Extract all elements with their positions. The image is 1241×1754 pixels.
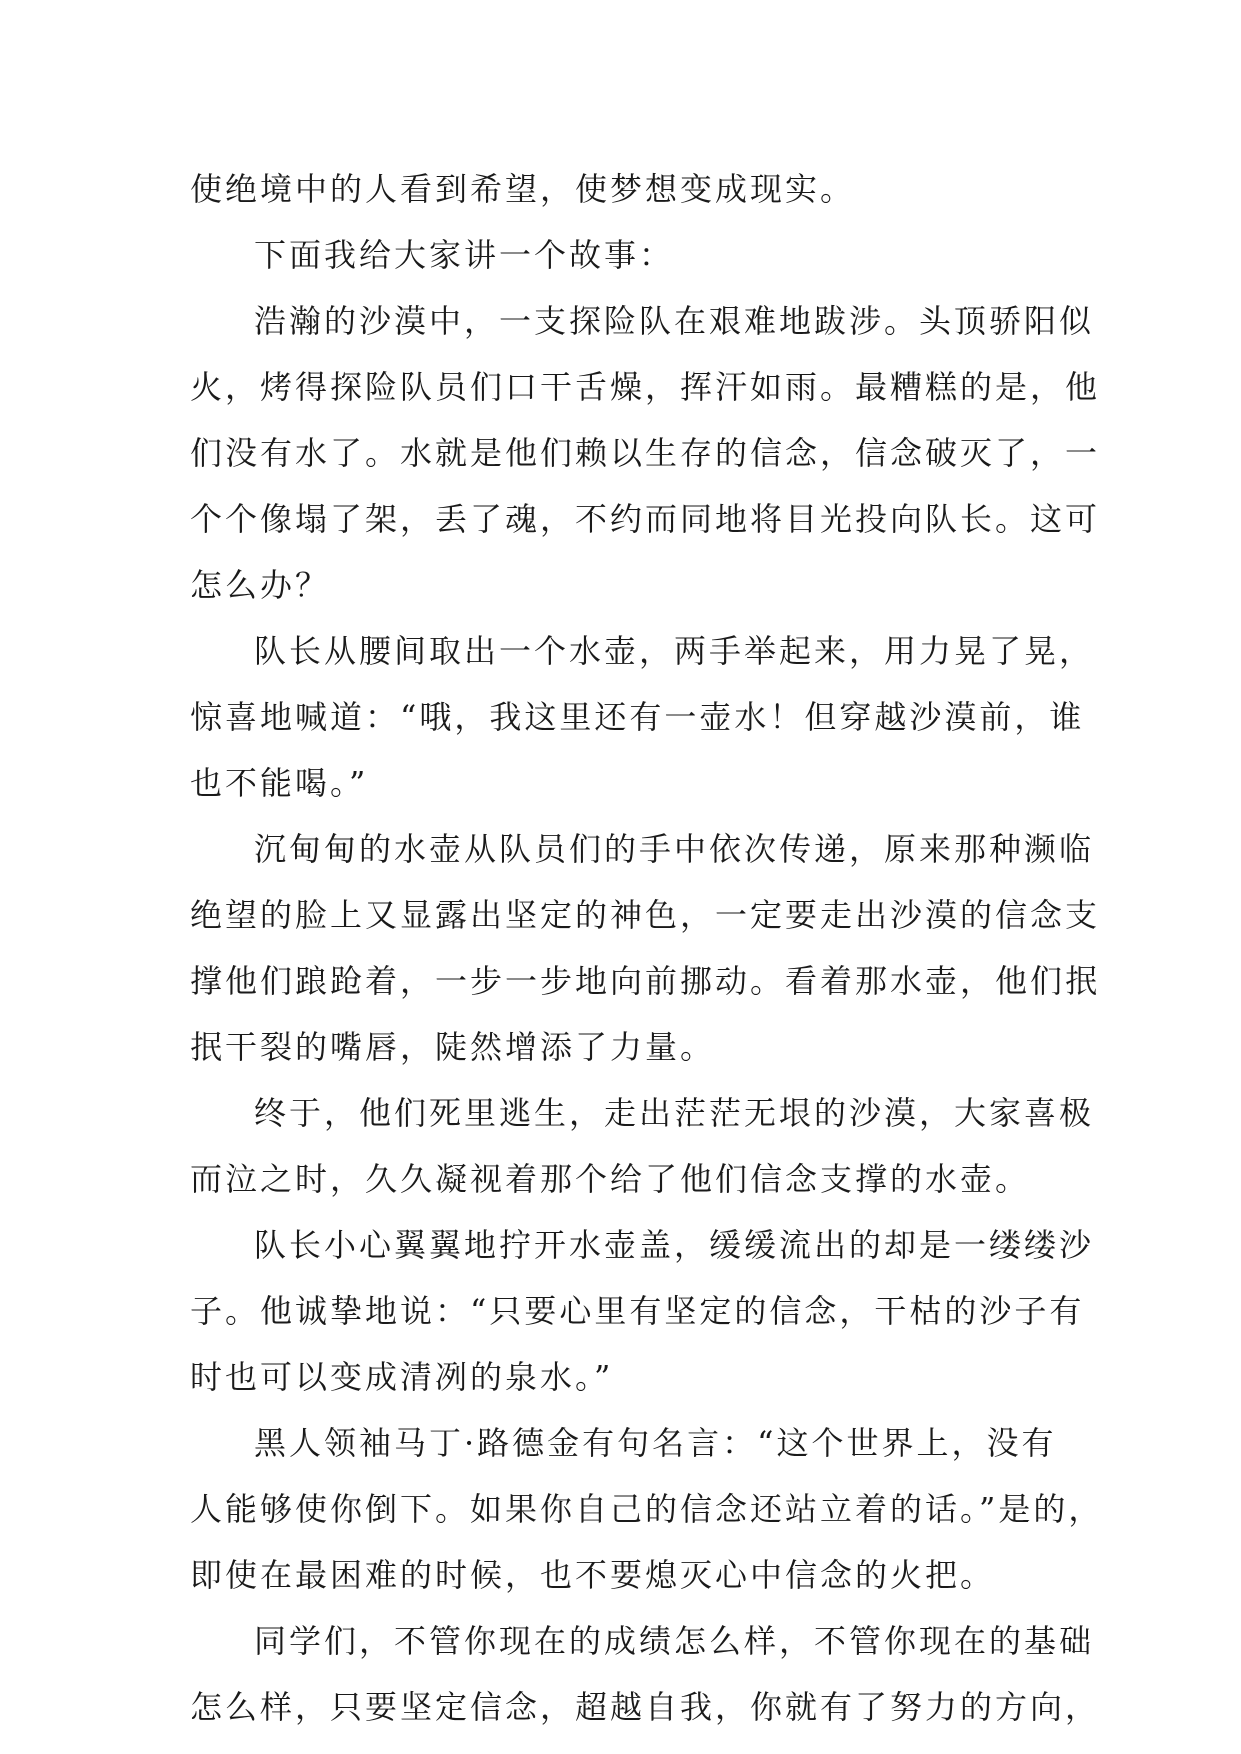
text-line: 时也可以变成清冽的泉水。” bbox=[190, 1358, 614, 1396]
text-line: 怎么办？ bbox=[190, 566, 331, 604]
text-line: 浩瀚的沙漠中，一支探险队在艰难地跋涉。头顶骄阳似 bbox=[254, 302, 1095, 340]
text-line: 而泣之时，久久凝视着那个给了他们信念支撑的水壶。 bbox=[190, 1160, 1031, 1198]
text-line: 怎么样，只要坚定信念，超越自我，你就有了努力的方向， bbox=[190, 1688, 1101, 1726]
text-line: 终于，他们死里逃生，走出茫茫无垠的沙漠，大家喜极 bbox=[254, 1094, 1095, 1132]
text-line: 抿干裂的嘴唇，陡然增添了力量。 bbox=[190, 1028, 716, 1066]
text-line: 队长小心翼翼地拧开水壶盖，缓缓流出的却是一缕缕沙 bbox=[254, 1226, 1095, 1264]
text-line: 火，烤得探险队员们口干舌燥，挥汗如雨。最糟糕的是，他 bbox=[190, 368, 1101, 406]
text-line: 队长从腰间取出一个水壶，两手举起来，用力晃了晃， bbox=[254, 632, 1095, 670]
text-line: 撑他们踉跄着，一步一步地向前挪动。看着那水壶，他们抿 bbox=[190, 962, 1101, 1000]
text-line: 同学们，不管你现在的成绩怎么样，不管你现在的基础 bbox=[254, 1622, 1095, 1660]
text-line: 下面我给大家讲一个故事： bbox=[254, 236, 675, 274]
text-line: 们没有水了。水就是他们赖以生存的信念，信念破灭了，一 bbox=[190, 434, 1101, 472]
text-line: 个个像塌了架，丢了魂，不约而同地将目光投向队长。这可 bbox=[190, 500, 1101, 538]
body-text bbox=[190, 156, 1104, 1740]
text-line: 人能够使你倒下。如果你自己的信念还站立着的话。”是的， bbox=[190, 1490, 1104, 1528]
text-line: 即使在最困难的时候，也不要熄灭心中信念的火把。 bbox=[190, 1556, 996, 1594]
text-line: 子。他诚挚地说：“只要心里有坚定的信念，干枯的沙子有 bbox=[190, 1292, 1085, 1330]
text-line: 绝望的脸上又显露出坚定的神色，一定要走出沙漠的信念支 bbox=[190, 896, 1101, 934]
text-line: 惊喜地喊道：“哦，我这里还有一壶水！但穿越沙漠前，谁 bbox=[190, 698, 1085, 736]
text-line: 使绝境中的人看到希望，使梦想变成现实。 bbox=[190, 170, 856, 208]
text-line: 沉甸甸的水壶从队员们的手中依次传递，原来那种濒临 bbox=[254, 830, 1095, 868]
text-line: 黑人领袖马丁·路德金有句名言：“这个世界上，没有 bbox=[254, 1424, 1057, 1462]
text-line: 也不能喝。” bbox=[190, 764, 369, 802]
